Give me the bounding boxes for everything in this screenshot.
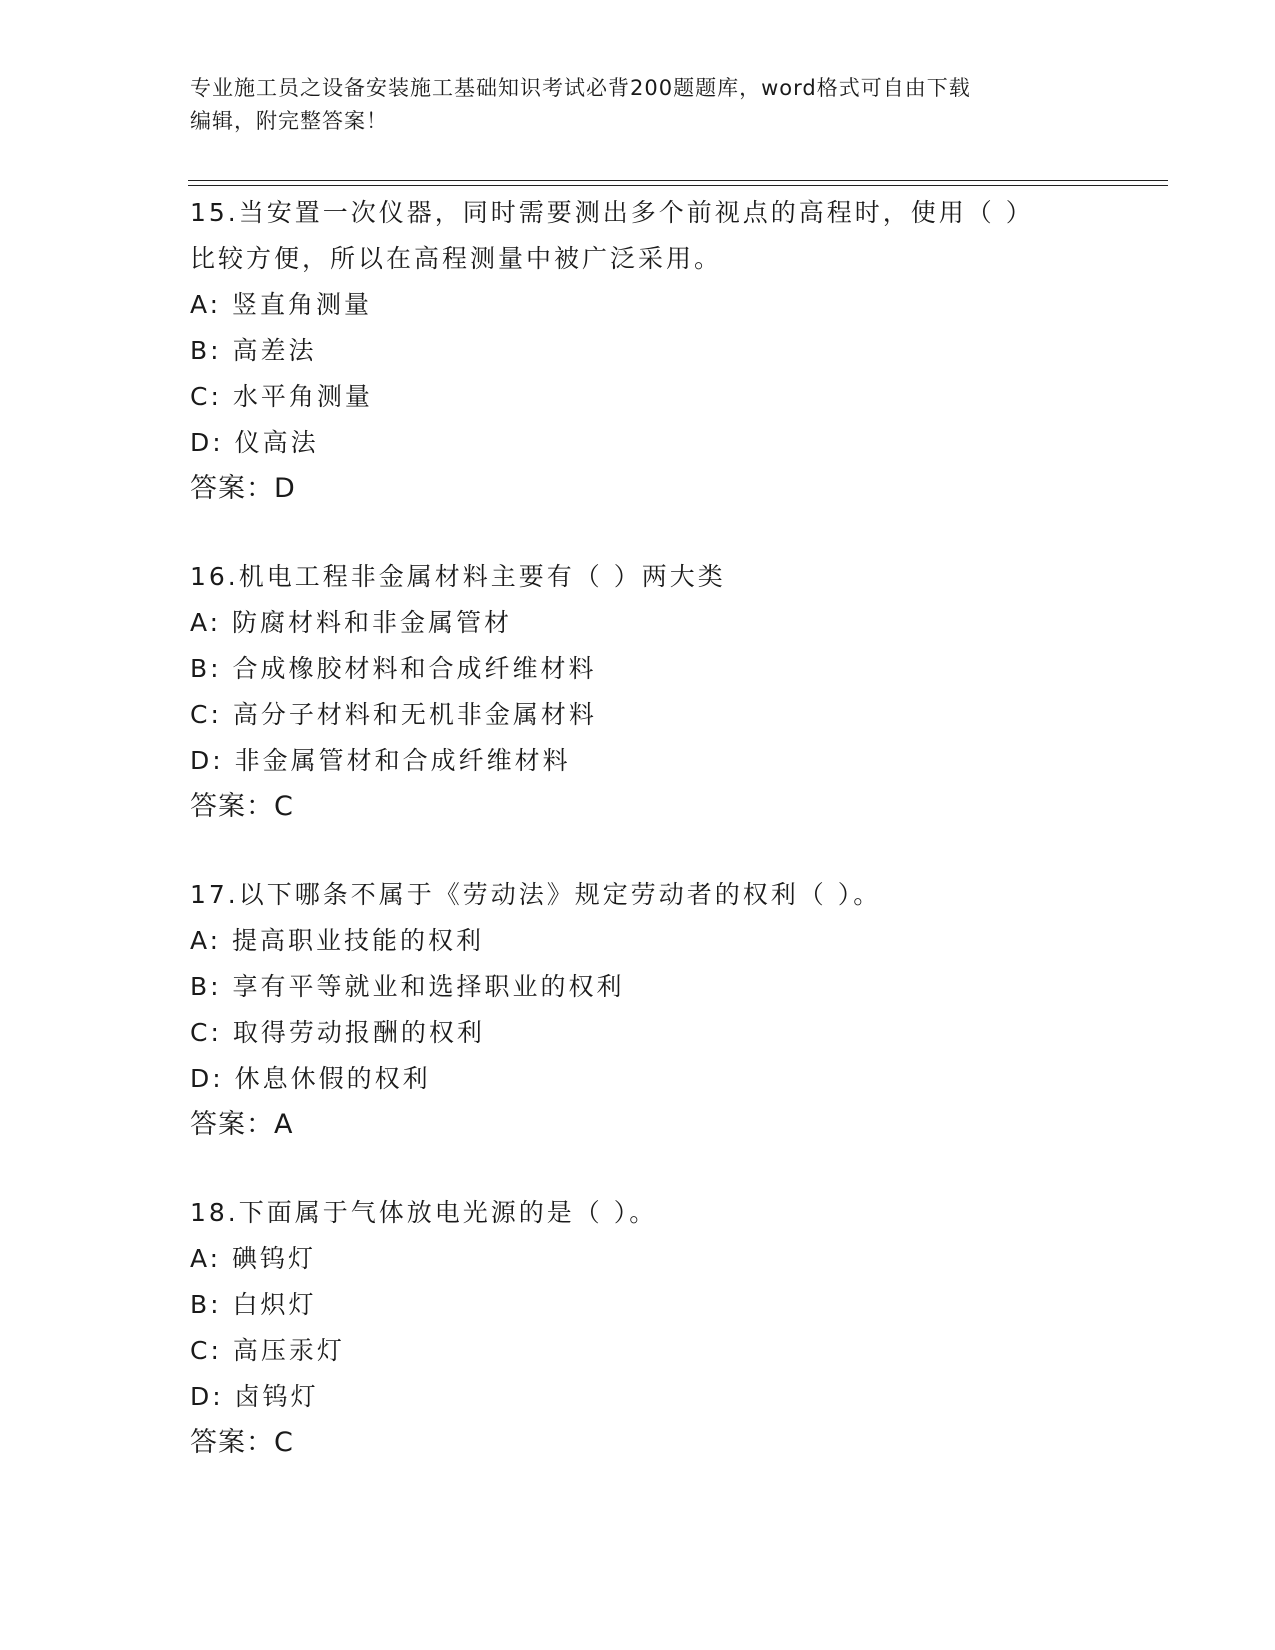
option-d: D: 休息休假的权利 <box>190 1064 431 1093</box>
option-a: A: 提高职业技能的权利 <box>190 926 485 955</box>
header-line-2: 编辑，附完整答案！ <box>190 109 388 133</box>
question-stem-line-1: 17.以下哪条不属于《劳动法》规定劳动者的权利（ ）。 <box>190 880 882 909</box>
question-18 <box>190 1190 1090 1466</box>
question-stem-line-2: 比较方便，所以在高程测量中被广泛采用。 <box>190 244 723 273</box>
header-line-1: 专业施工员之设备安装施工基础知识考试必背200题题库，word格式可自由下载 <box>190 76 971 100</box>
question-stem-line-1: 15.当安置一次仪器，同时需要测出多个前视点的高程时，使用（ ） <box>190 198 1034 227</box>
option-b: B: 高差法 <box>190 336 317 365</box>
option-c: C: 高压汞灯 <box>190 1336 345 1365</box>
option-d: D: 卤钨灯 <box>190 1382 319 1411</box>
option-b: B: 白炽灯 <box>190 1290 317 1319</box>
option-c: C: 取得劳动报酬的权利 <box>190 1018 485 1047</box>
option-a: A: 竖直角测量 <box>190 290 373 319</box>
answer-line: 答案：A <box>190 1109 294 1140</box>
option-a: A: 碘钨灯 <box>190 1244 317 1273</box>
option-d: D: 非金属管材和合成纤维材料 <box>190 746 571 775</box>
question-stem-line-1: 16.机电工程非金属材料主要有（ ）两大类 <box>190 562 726 591</box>
question-17 <box>190 872 1090 1148</box>
document-header <box>190 72 1090 138</box>
option-a: A: 防腐材料和非金属管材 <box>190 608 513 637</box>
answer-line: 答案：D <box>190 473 296 504</box>
option-b: B: 享有平等就业和选择职业的权利 <box>190 972 625 1001</box>
header-divider-top <box>188 180 1168 181</box>
option-b: B: 合成橡胶材料和合成纤维材料 <box>190 654 597 683</box>
question-list <box>190 190 1090 1508</box>
option-c: C: 水平角测量 <box>190 382 373 411</box>
option-d: D: 仪高法 <box>190 428 319 457</box>
answer-line: 答案：C <box>190 1427 294 1458</box>
question-15 <box>190 190 1090 512</box>
header-divider-bottom <box>188 185 1168 186</box>
question-16 <box>190 554 1090 830</box>
answer-line: 答案：C <box>190 791 294 822</box>
question-stem-line-1: 18.下面属于气体放电光源的是（ ）。 <box>190 1198 658 1227</box>
option-c: C: 高分子材料和无机非金属材料 <box>190 700 597 729</box>
